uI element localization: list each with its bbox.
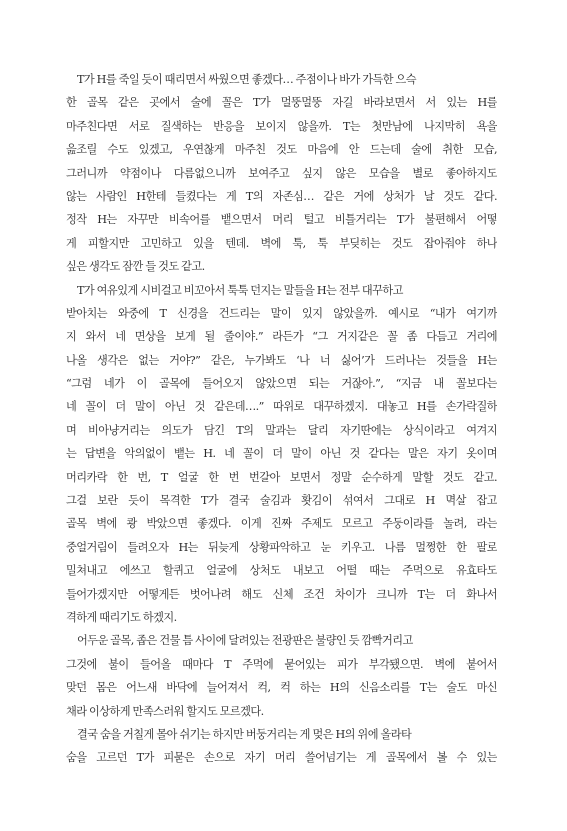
paragraph	[66, 629, 497, 723]
text-line: 정작 H는 자꾸만 비속어를 뱉으면서 머리 털고 비틀거리는 T가 불편해서 어떻	[66, 213, 497, 227]
text-line: 숨을 고르던 T가 피묻은 손으로 자기 머리 쓸어넘기는 게 골목에서 볼 수 있는	[66, 751, 497, 765]
text-line: “그럼 네가 이 골목에 들어오지 않았으면 되는 거잖아.”, “지금 내 꼴보다는	[66, 377, 497, 391]
text-line: 그러니까 약점이나 다름없으니까 보여주고 싶지 않은 모습을 별로 좋아하지도	[66, 166, 497, 180]
text-line: 받아치는 와중에 T 신경을 건드리는 말이 있지 않았을까. 예시로 “내가 여기까	[66, 306, 497, 320]
text-line: 읊조릴 수도 있겠고, 우연찮게 마주친 것도 마음에 안 드는데 술에 취한 모습,	[66, 143, 497, 157]
paragraph	[66, 68, 497, 279]
text-line: 맞던 몸은 어느새 바닥에 늘어져서 컥, 컥 하는 H의 신음소리를 T는 술도 마신	[66, 681, 497, 695]
paragraph	[66, 279, 497, 630]
text-line: 들어가겠지만 어떻게든 벗어나려 해도 신체 조건 차이가 크니까 T는 더 화나서	[66, 587, 497, 601]
text-line: 채라 이상하게 만족스러워 할지도 모르겠다.	[66, 704, 264, 718]
text-line: 않는 사람인 H한테 들켰다는 게 T의 자존심… 같은 거에 상처가 날 것도 같다.	[66, 189, 497, 203]
text-line: 지 와서 네 면상을 보게 될 줄이야.” 라든가 “그 거지같은 꼴 좀 다듬고 거리에	[66, 330, 497, 344]
text-line: 밀쳐내고 에쓰고 할퀴고 얼굴에 상처도 내보고 어떨 때는 주먹으로 유효타도	[66, 564, 497, 578]
paragraph	[66, 723, 497, 770]
text-line: 는 답변을 악의없이 뱉는 H. 네 꼴이 더 말이 아닌 것 같다는 말은 자기 옷이며	[66, 447, 497, 461]
text-line: 그걸 보란 듯이 목격한 T가 결국 술김과 홧김이 섞여서 그대로 H 멱살 잡고	[66, 494, 497, 508]
text-line: 싶은 생각도 잠깐 들 것도 같고.	[66, 260, 205, 274]
text-line: T가 여유있게 시비걸고 비꼬아서 툭툭 던지는 말들을 H는 전부 대꾸하고	[77, 283, 404, 297]
text-line: T가 H를 죽일 듯이 때리면서 싸웠으면 좋겠다… 주점이나 바가 가득한 으슥	[77, 73, 417, 86]
text-line: 한 골목 같은 곳에서 술에 꼴은 T가 멀뚱멀뚱 자길 바라보면서 서 있는 H를	[66, 96, 497, 110]
text-line: 게 피할지만 고민하고 있을 텐데. 벽에 툭, 툭 부딪히는 것도 잡아줘야 하나	[66, 236, 497, 250]
text-line: 결국 숨을 거칠게 몰아 쉬기는 하지만 버둥거리는 게 멎은 H의 위에 올라타	[77, 727, 412, 741]
text-line: 나올 생각은 없는 거야?” 같은, 누가봐도 ‘나 너 싫어’가 드러나는 것들을 H는	[66, 353, 497, 367]
text-line: 골목 벽에 쾅 박았으면 좋겠다. 이게 진짜 주제도 모르고 주둥이라를 놀려, 라는	[66, 517, 497, 531]
document-page	[66, 68, 497, 770]
text-line: 그것에 불이 들어올 때마다 T 주먹에 묻어있는 피가 부각됐으면. 벽에 붙어서	[66, 657, 497, 671]
text-line: 마주친다면 서로 질색하는 반응을 보이지 않을까. T는 첫만남에 나지막히 욕을	[66, 119, 497, 133]
text-line: 며 비아냥거리는 의도가 담긴 T의 말과는 달리 자기딴에는 상식이라고 여겨지	[66, 423, 497, 437]
text-line: 중얼거림이 들려오자 H는 뒤늦게 상황파악하고 눈 키우고. 나름 멀쩡한 한 팔로	[66, 540, 497, 554]
text-line: 어두운 골목, 좁은 건물 틈 사이에 달려있는 전광판은 불량인 듯 깜빡거리고	[77, 634, 413, 648]
text-line: 격하게 때리기도 하겠지.	[66, 610, 177, 624]
text-line: 네 꼴이 더 말이 아닌 것 같은데….” 따위로 대꾸하겠지. 대놓고 H를 손가락질하	[66, 400, 497, 414]
text-line: 머리카락 한 번, T 얼굴 한 번 번갈아 보면서 정말 순수하게 말할 것도 같고.	[66, 470, 497, 484]
